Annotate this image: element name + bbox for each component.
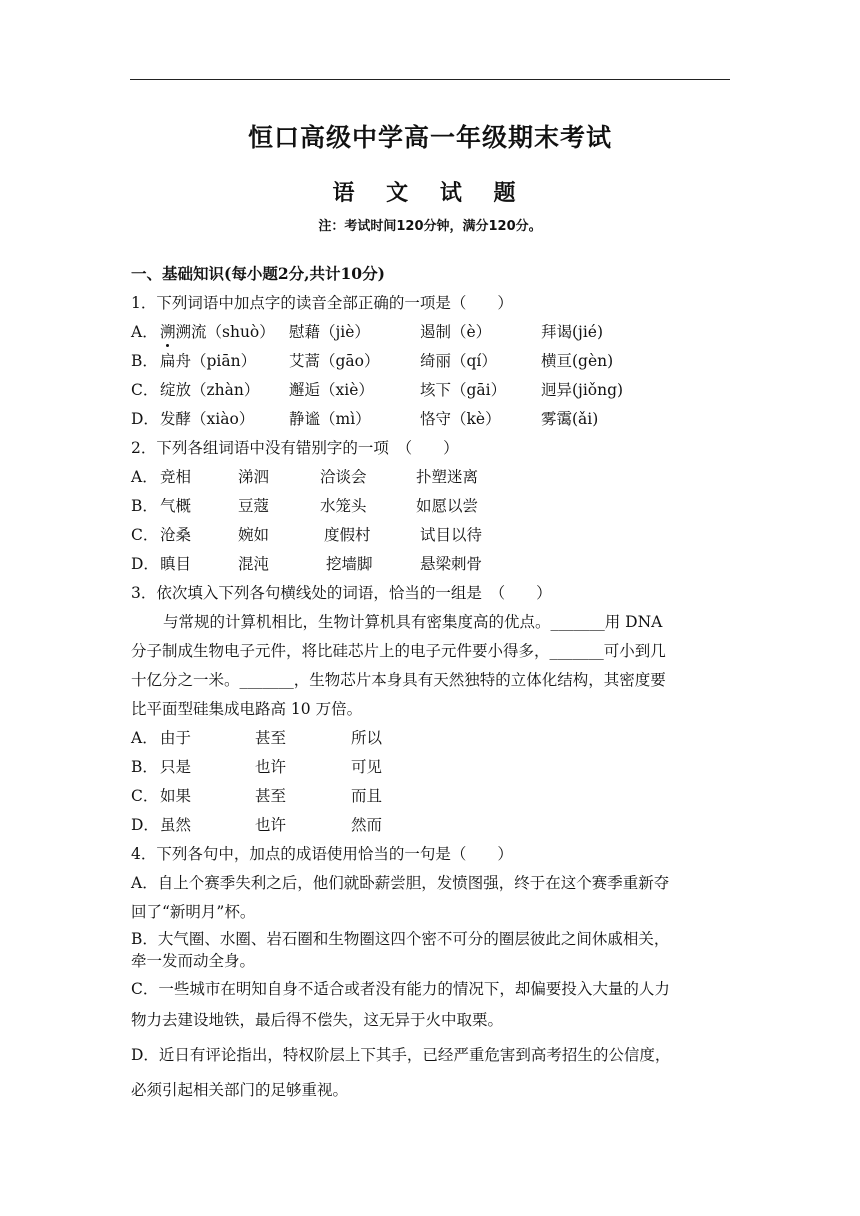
option-word: 只是 (160, 758, 192, 776)
word-rest: 溯流（shuò） (175, 323, 275, 341)
word: 拜谒(jié) (541, 323, 604, 341)
option-word: 恪守（kè） (420, 410, 501, 428)
exam-subtitle: 语 文 试 题 (332, 181, 528, 206)
question-4-option-line: 物力去建设地铁，最后得不偿失，这无异于火中取栗。 (131, 1011, 504, 1029)
option-word: 艾蒿（gāo） (289, 352, 380, 370)
option-word: 沧桑 (160, 526, 192, 544)
passage-line: 比平面型硅集成电路高 10 万倍。 (131, 700, 363, 718)
option-word: 扑塑迷离 (416, 468, 479, 486)
option-label: D． (131, 816, 159, 834)
question-1-stem: 1．下列词语中加点字的读音全部正确的一项是（ ） (131, 294, 513, 312)
option-word: 度假村 (324, 526, 371, 544)
option-word: 由于 (160, 729, 192, 747)
option-label: C． (131, 787, 159, 805)
option-word: 豆蔻 (238, 497, 270, 515)
option-label: A． (131, 729, 158, 747)
question-3-stem: 3．依次填入下列各句横线处的词语，恰当的一组是 （ ） (131, 584, 552, 602)
option-word: 洽谈会 (320, 468, 367, 486)
section-heading: 一、基础知识(每小题2分,共计10分) (131, 264, 385, 283)
exam-note: 注：考试时间120分钟，满分120分。 (318, 219, 542, 234)
option-word: 甚至 (255, 729, 287, 747)
option-label: D． (131, 410, 159, 428)
option-word: 混沌 (238, 555, 270, 573)
option-label: A． (131, 323, 158, 341)
question-2-stem: 2．下列各组词语中没有错别字的一项 （ ） (131, 439, 459, 457)
option-word: 瞋目 (160, 555, 192, 573)
option-label: B． (131, 758, 158, 776)
word: 慰藉（jiè） (289, 323, 370, 341)
option-word: 然而 (351, 816, 383, 834)
top-rule (130, 79, 730, 80)
option-word: 而且 (351, 787, 383, 805)
option-word: 横亘(gèn) (541, 352, 614, 370)
question-4-stem: 4．下列各句中，加点的成语使用恰当的一句是（ ） (131, 845, 513, 863)
option-word: 甚至 (255, 787, 287, 805)
option-word: 迥异(jiǒng) (541, 381, 624, 399)
question-4-option-line: A．自上个赛季失利之后，他们就卧薪尝胆，发愤图强，终于在这个赛季重新夺 (131, 874, 670, 892)
option-word: 如果 (160, 787, 192, 805)
option-label: C． (131, 526, 159, 544)
option-word: 绽放（zhàn） (160, 381, 260, 399)
option-label: A． (131, 468, 158, 486)
option-word: 悬梁刺骨 (420, 555, 483, 573)
option-word: 气概 (160, 497, 192, 515)
question-4-option-line: B．大气圈、水圈、岩石圈和生物圈这四个密不可分的圈层彼此之间休戚相关， (131, 930, 670, 948)
option-word: 扁舟（piān） (160, 352, 257, 370)
option-word: 溯溯流（shuò） (160, 323, 275, 341)
question-4-option-line: C．一些城市在明知自身不适合或者没有能力的情况下，却偏要投入大量的人力 (131, 980, 670, 998)
option-word (541, 322, 603, 342)
option-word: 所以 (351, 729, 383, 747)
option-word: 虽然 (160, 816, 192, 834)
passage-line: 与常规的计算机相比，生物计算机具有密集度高的优点。_______用 DNA (163, 613, 663, 631)
option-word: 涕泗 (238, 468, 270, 486)
passage-line: 十亿分之一米。_______，生物芯片本身具有天然独特的立体化结构，其密度要 (131, 671, 666, 689)
exam-title: 恒口高级中学高一年级期末考试 (247, 123, 612, 152)
option-word: 试目以待 (420, 526, 483, 544)
option-word: 静谧（mì） (289, 410, 371, 428)
option-word: 也许 (255, 758, 287, 776)
question-4-option-line: 牵一发而动全身。 (131, 952, 256, 970)
word: 遏制（è） (420, 323, 492, 341)
option-word: 绮丽（qí） (420, 352, 497, 370)
option-label: B． (131, 497, 158, 515)
option-word: 雾霭(ǎi) (541, 410, 599, 428)
option-word: 也许 (255, 816, 287, 834)
option-word: 挖墙脚 (326, 555, 373, 573)
option-word: 婉如 (238, 526, 270, 544)
passage-line: 分子制成生物电子元件，将比硅芯片上的电子元件要小得多，_______可小到几 (131, 642, 666, 660)
option-label: D． (131, 555, 159, 573)
question-4-option-line: 回了“新明月”杯。 (131, 903, 256, 921)
option-word: 邂逅（xiè） (289, 381, 374, 399)
question-4-option-line: D．近日有评论指出，特权阶层上下其手，已经严重危害到高考招生的公信度， (131, 1046, 671, 1064)
option-word: 可见 (351, 758, 383, 776)
question-4-option-line: 必须引起相关部门的足够重视。 (131, 1081, 349, 1099)
option-word (289, 322, 370, 342)
option-word (420, 322, 491, 342)
option-word: 竞相 (160, 468, 192, 486)
option-word: 垓下（gāi） (420, 381, 507, 399)
option-label: C． (131, 381, 159, 399)
option-label: B． (131, 352, 158, 370)
option-word: 发酵（xiào） (160, 410, 255, 428)
option-word: 水笼头 (320, 497, 367, 515)
option-word: 如愿以尝 (416, 497, 479, 515)
